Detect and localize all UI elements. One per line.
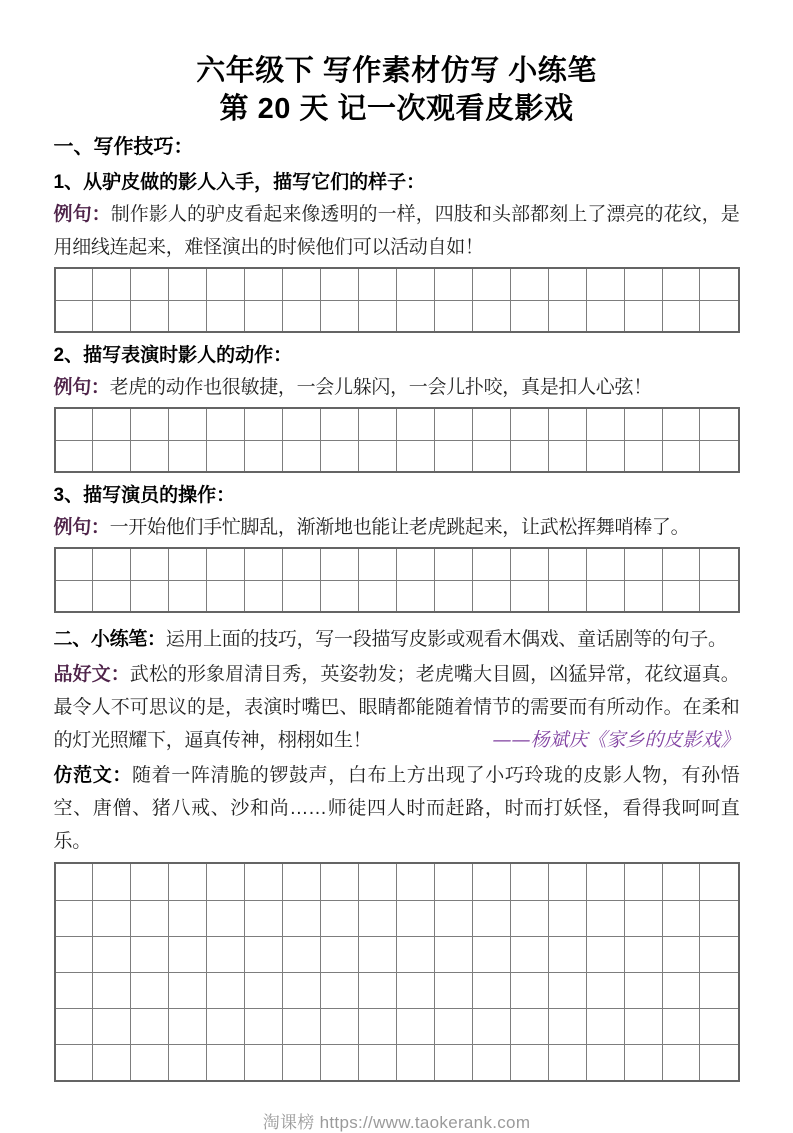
writing-cell bbox=[472, 441, 510, 471]
good-example-paragraph bbox=[54, 658, 740, 757]
writing-cell bbox=[434, 409, 472, 440]
writing-cell bbox=[548, 973, 586, 1008]
writing-grid-row bbox=[56, 269, 738, 300]
writing-cell bbox=[624, 1009, 662, 1044]
writing-cell bbox=[510, 301, 548, 331]
writing-cell bbox=[282, 901, 320, 936]
writing-cell bbox=[92, 901, 130, 936]
practice-heading-text: 运用上面的技巧，写一段描写皮影或观看木偶戏、童话剧等的句子。 bbox=[165, 629, 727, 650]
example-text-1: 制作影人的驴皮看起来像透明的一样，四肢和头部都刻上了漂亮的花纹，是用细线连起来，难怪演出的时候他们可以活动自如！ bbox=[53, 204, 740, 258]
section-heading-practice bbox=[54, 623, 740, 656]
writing-cell bbox=[244, 937, 282, 972]
writing-cell bbox=[92, 973, 130, 1008]
technique-subheading-1: 1、从驴皮做的影人入手，描写它们的样子： bbox=[53, 172, 426, 193]
writing-cell bbox=[396, 937, 434, 972]
writing-cell bbox=[586, 1045, 624, 1080]
writing-cell bbox=[510, 864, 548, 900]
writing-cell bbox=[358, 581, 396, 611]
example-label-2: 例句： bbox=[53, 377, 110, 398]
footer-site-name: 淘课榜 bbox=[262, 1113, 315, 1132]
writing-cell bbox=[282, 937, 320, 972]
worksheet-page bbox=[54, 0, 740, 1133]
writing-cell bbox=[624, 581, 662, 611]
writing-cell bbox=[244, 864, 282, 900]
writing-cell bbox=[56, 973, 93, 1008]
doc-title bbox=[54, 52, 740, 128]
writing-cell bbox=[699, 937, 737, 972]
writing-grid-row bbox=[56, 300, 738, 331]
writing-grid-row bbox=[56, 900, 738, 936]
writing-cell bbox=[56, 301, 93, 331]
writing-cell bbox=[624, 1045, 662, 1080]
writing-cell bbox=[510, 441, 548, 471]
writing-cell bbox=[358, 937, 396, 972]
writing-grid-3 bbox=[54, 547, 740, 613]
writing-cell bbox=[548, 409, 586, 440]
writing-cell bbox=[282, 409, 320, 440]
writing-cell bbox=[56, 581, 93, 611]
writing-cell bbox=[662, 1009, 700, 1044]
writing-cell bbox=[244, 581, 282, 611]
writing-cell bbox=[510, 901, 548, 936]
writing-cell bbox=[358, 269, 396, 300]
writing-cell bbox=[662, 441, 700, 471]
writing-cell bbox=[320, 1045, 358, 1080]
writing-cell bbox=[548, 441, 586, 471]
writing-grid-row bbox=[56, 1044, 738, 1080]
writing-cell bbox=[472, 1009, 510, 1044]
writing-cell bbox=[206, 581, 244, 611]
writing-grid-1 bbox=[54, 267, 740, 333]
example-text-2: 老虎的动作也很敏捷，一会儿躲闪，一会儿扑咬，真是扣人心弦！ bbox=[109, 377, 652, 398]
writing-cell bbox=[586, 269, 624, 300]
writing-cell bbox=[130, 549, 168, 580]
writing-cell bbox=[510, 549, 548, 580]
writing-cell bbox=[168, 937, 206, 972]
footer-watermark bbox=[54, 1108, 740, 1133]
writing-cell bbox=[56, 864, 93, 900]
good-example-text: 武松的形象眉清目秀，英姿勃发；老虎嘴大目圆，凶猛异常，花纹逼真。最令人不可思议的是，表演时嘴巴、眼睛都能随着情节的需要而有所动作。在柔和的灯光照耀下，逼真传神，栩栩如生！ bbox=[53, 664, 740, 751]
writing-cell bbox=[130, 864, 168, 900]
writing-cell bbox=[434, 864, 472, 900]
writing-cell bbox=[396, 864, 434, 900]
writing-cell bbox=[586, 301, 624, 331]
writing-cell bbox=[586, 581, 624, 611]
writing-cell bbox=[358, 409, 396, 440]
writing-cell bbox=[282, 1045, 320, 1080]
writing-cell bbox=[320, 549, 358, 580]
writing-cell bbox=[586, 973, 624, 1008]
writing-cell bbox=[699, 301, 737, 331]
writing-cell bbox=[244, 441, 282, 471]
writing-cell bbox=[244, 1009, 282, 1044]
writing-cell bbox=[320, 269, 358, 300]
writing-cell bbox=[396, 901, 434, 936]
writing-cell bbox=[130, 1045, 168, 1080]
writing-cell bbox=[662, 269, 700, 300]
writing-cell bbox=[699, 269, 737, 300]
technique-subheading-2: 2、描写表演时影人的动作： bbox=[53, 345, 293, 366]
writing-cell bbox=[130, 269, 168, 300]
writing-cell bbox=[206, 409, 244, 440]
writing-cell bbox=[624, 301, 662, 331]
writing-cell bbox=[510, 269, 548, 300]
writing-cell bbox=[168, 549, 206, 580]
writing-cell bbox=[244, 409, 282, 440]
section-heading-techniques: 一、写作技巧： bbox=[53, 136, 194, 158]
writing-cell bbox=[168, 973, 206, 1008]
writing-cell bbox=[320, 581, 358, 611]
writing-cell bbox=[320, 301, 358, 331]
writing-cell bbox=[699, 581, 737, 611]
writing-cell bbox=[358, 441, 396, 471]
writing-cell bbox=[244, 1045, 282, 1080]
writing-cell bbox=[130, 1009, 168, 1044]
technique-block-1 bbox=[54, 170, 740, 333]
writing-cell bbox=[92, 301, 130, 331]
writing-cell bbox=[206, 864, 244, 900]
writing-cell bbox=[472, 269, 510, 300]
writing-cell bbox=[206, 269, 244, 300]
writing-cell bbox=[699, 864, 737, 900]
writing-grid-row bbox=[56, 864, 738, 900]
writing-grid-2 bbox=[54, 407, 740, 473]
writing-cell bbox=[662, 409, 700, 440]
writing-cell bbox=[434, 901, 472, 936]
good-example-attribution: ——杨斌庆《家乡的皮影戏》 bbox=[492, 729, 740, 751]
writing-cell bbox=[168, 1009, 206, 1044]
example-sentence-1 bbox=[54, 198, 740, 264]
writing-cell bbox=[472, 409, 510, 440]
writing-cell bbox=[472, 973, 510, 1008]
writing-cell bbox=[548, 269, 586, 300]
writing-cell bbox=[434, 441, 472, 471]
writing-cell bbox=[586, 937, 624, 972]
writing-cell bbox=[130, 409, 168, 440]
writing-cell bbox=[206, 301, 244, 331]
writing-cell bbox=[624, 549, 662, 580]
writing-cell bbox=[92, 1009, 130, 1044]
doc-title-line2: 第 20 天 记一次观看皮影戏 bbox=[219, 93, 574, 125]
writing-cell bbox=[92, 441, 130, 471]
writing-cell bbox=[282, 301, 320, 331]
writing-cell bbox=[586, 901, 624, 936]
example-label-3: 例句： bbox=[53, 517, 110, 538]
writing-cell bbox=[320, 937, 358, 972]
writing-grid-row bbox=[56, 549, 738, 580]
writing-cell bbox=[510, 409, 548, 440]
writing-cell bbox=[434, 973, 472, 1008]
writing-cell bbox=[396, 441, 434, 471]
writing-cell bbox=[358, 973, 396, 1008]
writing-cell bbox=[548, 581, 586, 611]
writing-cell bbox=[320, 409, 358, 440]
writing-cell bbox=[472, 581, 510, 611]
technique-block-2 bbox=[54, 343, 740, 473]
writing-cell bbox=[624, 864, 662, 900]
technique-block-3 bbox=[54, 483, 740, 613]
writing-cell bbox=[434, 549, 472, 580]
writing-cell bbox=[586, 549, 624, 580]
writing-cell bbox=[472, 1045, 510, 1080]
writing-cell bbox=[282, 581, 320, 611]
writing-cell bbox=[282, 269, 320, 300]
writing-cell bbox=[472, 901, 510, 936]
writing-cell bbox=[206, 549, 244, 580]
model-essay-text: 随着一阵清脆的锣鼓声，白布上方出现了小巧玲珑的皮影人物，有孙悟空、唐僧、猪八戒、沙和尚……师徒四人时而赶路，时而打妖怪，看得我呵呵直乐。 bbox=[53, 765, 740, 852]
writing-cell bbox=[358, 1045, 396, 1080]
writing-cell bbox=[548, 1009, 586, 1044]
writing-cell bbox=[510, 937, 548, 972]
writing-cell bbox=[699, 1009, 737, 1044]
technique-subheading-3: 3、描写演员的操作： bbox=[53, 485, 236, 506]
writing-cell bbox=[130, 301, 168, 331]
writing-cell bbox=[624, 937, 662, 972]
writing-cell bbox=[92, 409, 130, 440]
writing-cell bbox=[320, 441, 358, 471]
example-sentence-3 bbox=[54, 511, 740, 544]
writing-cell bbox=[206, 973, 244, 1008]
writing-cell bbox=[130, 973, 168, 1008]
writing-cell bbox=[244, 301, 282, 331]
writing-cell bbox=[624, 973, 662, 1008]
writing-cell bbox=[662, 973, 700, 1008]
writing-cell bbox=[662, 937, 700, 972]
good-example-label: 品好文： bbox=[53, 664, 130, 685]
writing-cell bbox=[662, 301, 700, 331]
writing-cell bbox=[586, 409, 624, 440]
writing-cell bbox=[56, 409, 93, 440]
example-text-3: 一开始他们手忙脚乱，渐渐地也能让老虎跳起来，让武松挥舞哨棒了。 bbox=[109, 517, 690, 538]
writing-cell bbox=[472, 864, 510, 900]
writing-cell bbox=[396, 549, 434, 580]
writing-cell bbox=[244, 549, 282, 580]
writing-cell bbox=[472, 549, 510, 580]
writing-cell bbox=[168, 441, 206, 471]
writing-grid-row bbox=[56, 972, 738, 1008]
writing-cell bbox=[586, 864, 624, 900]
writing-cell bbox=[282, 864, 320, 900]
example-sentence-2 bbox=[54, 371, 740, 404]
writing-cell bbox=[130, 581, 168, 611]
writing-cell bbox=[624, 441, 662, 471]
writing-cell bbox=[548, 301, 586, 331]
example-label-1: 例句： bbox=[53, 204, 111, 225]
practice-heading-label: 二、小练笔： bbox=[53, 629, 166, 650]
writing-cell bbox=[92, 549, 130, 580]
writing-cell bbox=[206, 1009, 244, 1044]
writing-cell bbox=[624, 269, 662, 300]
writing-cell bbox=[396, 1009, 434, 1044]
writing-cell bbox=[282, 1009, 320, 1044]
writing-cell bbox=[624, 409, 662, 440]
writing-cell bbox=[434, 1045, 472, 1080]
writing-cell bbox=[56, 937, 93, 972]
writing-cell bbox=[548, 901, 586, 936]
writing-cell bbox=[510, 1009, 548, 1044]
writing-cell bbox=[206, 901, 244, 936]
writing-cell bbox=[396, 581, 434, 611]
writing-cell bbox=[320, 973, 358, 1008]
writing-cell bbox=[624, 901, 662, 936]
writing-cell bbox=[396, 1045, 434, 1080]
writing-cell bbox=[130, 937, 168, 972]
writing-cell bbox=[282, 549, 320, 580]
writing-cell bbox=[472, 937, 510, 972]
writing-cell bbox=[548, 1045, 586, 1080]
model-essay-paragraph bbox=[54, 759, 740, 858]
writing-cell bbox=[168, 581, 206, 611]
writing-cell bbox=[699, 549, 737, 580]
writing-cell bbox=[168, 409, 206, 440]
writing-cell bbox=[130, 441, 168, 471]
writing-cell bbox=[56, 1009, 93, 1044]
writing-cell bbox=[244, 973, 282, 1008]
writing-cell bbox=[662, 581, 700, 611]
writing-cell bbox=[282, 973, 320, 1008]
writing-grid-practice bbox=[54, 862, 740, 1082]
writing-cell bbox=[662, 864, 700, 900]
writing-grid-row bbox=[56, 440, 738, 471]
writing-cell bbox=[206, 1045, 244, 1080]
writing-cell bbox=[434, 937, 472, 972]
writing-cell bbox=[434, 269, 472, 300]
writing-grid-row bbox=[56, 409, 738, 440]
writing-cell bbox=[168, 269, 206, 300]
writing-cell bbox=[92, 581, 130, 611]
writing-cell bbox=[662, 549, 700, 580]
writing-cell bbox=[548, 864, 586, 900]
writing-cell bbox=[56, 1045, 93, 1080]
writing-cell bbox=[548, 937, 586, 972]
writing-cell bbox=[282, 441, 320, 471]
writing-cell bbox=[396, 973, 434, 1008]
writing-cell bbox=[699, 973, 737, 1008]
writing-cell bbox=[358, 549, 396, 580]
writing-cell bbox=[56, 441, 93, 471]
writing-cell bbox=[56, 269, 93, 300]
writing-cell bbox=[130, 901, 168, 936]
writing-cell bbox=[699, 1045, 737, 1080]
writing-cell bbox=[396, 301, 434, 331]
writing-cell bbox=[56, 901, 93, 936]
writing-cell bbox=[510, 581, 548, 611]
writing-cell bbox=[92, 1045, 130, 1080]
writing-grid-row bbox=[56, 580, 738, 611]
writing-cell bbox=[358, 301, 396, 331]
writing-grid-row bbox=[56, 1008, 738, 1044]
doc-title-line1: 六年级下 写作素材仿写 小练笔 bbox=[196, 55, 597, 87]
writing-cell bbox=[206, 937, 244, 972]
writing-cell bbox=[434, 1009, 472, 1044]
writing-cell bbox=[510, 1045, 548, 1080]
writing-cell bbox=[244, 269, 282, 300]
writing-cell bbox=[699, 441, 737, 471]
writing-cell bbox=[358, 1009, 396, 1044]
writing-cell bbox=[168, 1045, 206, 1080]
writing-cell bbox=[396, 409, 434, 440]
writing-cell bbox=[434, 581, 472, 611]
writing-cell bbox=[244, 901, 282, 936]
writing-cell bbox=[168, 301, 206, 331]
writing-cell bbox=[206, 441, 244, 471]
footer-site-url: https://www.taokerank.com bbox=[319, 1113, 531, 1132]
writing-cell bbox=[92, 937, 130, 972]
writing-cell bbox=[320, 864, 358, 900]
writing-cell bbox=[358, 901, 396, 936]
writing-cell bbox=[472, 301, 510, 331]
writing-cell bbox=[92, 864, 130, 900]
writing-cell bbox=[510, 973, 548, 1008]
writing-cell bbox=[699, 409, 737, 440]
writing-cell bbox=[92, 269, 130, 300]
writing-cell bbox=[168, 901, 206, 936]
writing-cell bbox=[56, 549, 93, 580]
writing-cell bbox=[586, 441, 624, 471]
writing-cell bbox=[320, 901, 358, 936]
writing-cell bbox=[434, 301, 472, 331]
writing-cell bbox=[662, 1045, 700, 1080]
writing-cell bbox=[548, 549, 586, 580]
writing-cell bbox=[320, 1009, 358, 1044]
writing-cell bbox=[396, 269, 434, 300]
writing-cell bbox=[699, 901, 737, 936]
writing-cell bbox=[358, 864, 396, 900]
writing-cell bbox=[168, 864, 206, 900]
model-essay-label: 仿范文： bbox=[53, 765, 133, 786]
writing-cell bbox=[662, 901, 700, 936]
writing-cell bbox=[586, 1009, 624, 1044]
writing-grid-row bbox=[56, 936, 738, 972]
